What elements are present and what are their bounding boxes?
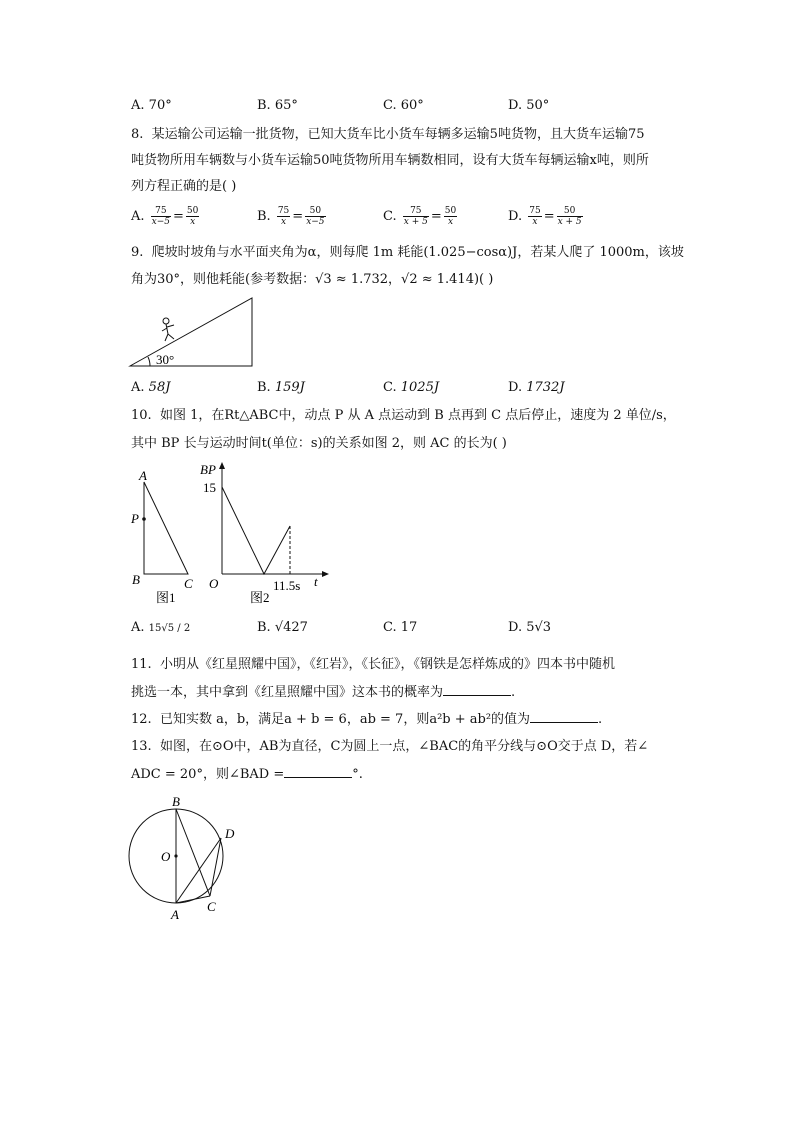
figure-2-caption: 图2 xyxy=(250,590,270,605)
q8-option-a[interactable]: A. $\frac{75}{x-5}$ = $\frac{50}{x}$ xyxy=(131,206,199,227)
y-value-15: 15 xyxy=(203,480,216,495)
q11-answer-blank[interactable] xyxy=(443,683,511,696)
label-b: B xyxy=(132,572,140,587)
label-c: C xyxy=(207,899,216,914)
q11-number: 11. xyxy=(131,657,152,672)
label-o: O xyxy=(161,849,171,864)
q10-figure-2 xyxy=(200,462,329,605)
point-p xyxy=(142,517,146,521)
q8-option-d[interactable]: D. $\frac{75}{x}$ = $\frac{50}{x + 5}$ xyxy=(508,206,582,227)
q11-line-2: 挑选一本，其中拿到《红星照耀中国》这本书的概率为 . xyxy=(131,685,516,700)
q10-options xyxy=(131,620,691,646)
origin-label: O xyxy=(209,576,219,591)
q10-figures xyxy=(128,460,338,610)
q9-number: 9. xyxy=(131,245,144,260)
x-value-11-5s: 11.5s xyxy=(273,578,301,593)
q7-option-b[interactable]: B. 65° xyxy=(257,98,298,113)
label-p: P xyxy=(131,511,139,526)
label-a: A xyxy=(139,468,147,483)
angle-arc xyxy=(148,357,150,366)
q10-option-b[interactable]: B. √427 xyxy=(257,620,308,635)
q7-option-a[interactable]: A. 70° xyxy=(131,98,172,113)
q9-angle-label: 30° xyxy=(156,352,175,367)
climber-icon xyxy=(162,318,174,341)
q9-option-a[interactable]: A. 58J xyxy=(131,380,171,395)
q7-option-c[interactable]: C. 60° xyxy=(383,98,424,113)
q12-line: 12. 已知实数 a，b，满足a + b = 6，ab = 7，则a²b + ab²的值为 . xyxy=(131,712,603,727)
q13-line-1: 13. 如图，在⊙O中，AB为直径，C为圆上一点，∠BAC的角平分线与⊙O交于点 D，若∠ xyxy=(131,739,649,754)
q13-line-2: ADC = 20°，则∠BAD = °. xyxy=(131,767,363,782)
q12-answer-blank[interactable] xyxy=(530,710,598,723)
q9-option-d[interactable]: D. 1732J xyxy=(508,380,565,395)
right-triangle xyxy=(144,482,188,574)
q10-figure-1 xyxy=(130,468,193,605)
q9-options xyxy=(131,380,691,400)
q8-line-2: 吨货物所用车辆数与小货车运输50吨货物所用车辆数相同，设有大货车每辆运输x吨，则所 xyxy=(131,153,649,168)
q8-line-3: 列方程正确的是( ) xyxy=(131,179,237,194)
q11-line-1: 11. 小明从《红星照耀中国》，《红岩》，《长征》，《钢铁是怎样炼成的》四本书中随机 xyxy=(131,657,615,672)
chord-ad xyxy=(176,838,221,903)
y-axis-label: BP xyxy=(200,462,216,477)
q7-option-d[interactable]: D. 50° xyxy=(508,98,550,113)
q8-line-1: 8. 某运输公司运输一批货物，已知大货车比小货车每辆多运输5吨货物，且大货车运输75 xyxy=(131,127,645,142)
q10-option-d[interactable]: D. 5√3 xyxy=(508,620,552,635)
q10-option-a[interactable]: A. 15√5 / 2 xyxy=(131,620,191,635)
q8-number: 8. xyxy=(131,127,144,142)
label-d: D xyxy=(225,826,235,841)
label-b: B xyxy=(172,794,180,809)
bp-graph-line xyxy=(222,487,290,574)
center-o xyxy=(174,854,177,857)
y-axis-arrow xyxy=(219,462,225,469)
q13-number: 13. xyxy=(131,739,152,754)
q10-option-c[interactable]: C. 17 xyxy=(383,620,418,635)
q12-number: 12. xyxy=(131,712,152,727)
slope-triangle xyxy=(130,298,252,366)
q13-answer-blank[interactable] xyxy=(284,765,352,778)
label-c: C xyxy=(184,576,193,591)
label-a: A xyxy=(171,907,179,922)
figure-1-caption: 图1 xyxy=(156,590,176,605)
x-axis-arrow xyxy=(322,571,329,577)
chord-ac xyxy=(176,896,210,903)
q9-option-b[interactable]: B. 159J xyxy=(257,380,305,395)
q10-line-2: 其中 BP 长与运动时间t(单位：s)的关系如图 2，则 AC 的长为( ) xyxy=(131,436,507,451)
q10-line-1: 10. 如图 1，在Rt△ABC中，动点 P 从 A 点运动到 B 点再到 C 点后停止，速度为 2 单位/s， xyxy=(131,408,676,423)
q7-options xyxy=(131,98,691,118)
q9-line-1: 9. 爬坡时坡角与水平面夹角为α，则每爬 1m 耗能(1.025−cosα)J，若某人爬了 1000m，该坡 xyxy=(131,245,684,260)
q8-options xyxy=(131,206,691,232)
q8-option-b[interactable]: B. $\frac{75}{x}$ = $\frac{50}{x-5}$ xyxy=(257,206,325,227)
q9-line-2: 角为30°，则他耗能(参考数据：√3 ≈ 1.732，√2 ≈ 1.414)( ) xyxy=(131,272,494,287)
q9-option-c[interactable]: C. 1025J xyxy=(383,380,440,395)
q10-number: 10. xyxy=(131,408,152,423)
q9-slope-figure xyxy=(128,294,258,370)
q8-option-c[interactable]: C. $\frac{75}{x + 5}$ = $\frac{50}{x}$ xyxy=(383,206,457,227)
q13-circle-figure xyxy=(124,792,254,922)
x-axis-label: t xyxy=(314,574,318,589)
chord-bc xyxy=(176,809,210,896)
